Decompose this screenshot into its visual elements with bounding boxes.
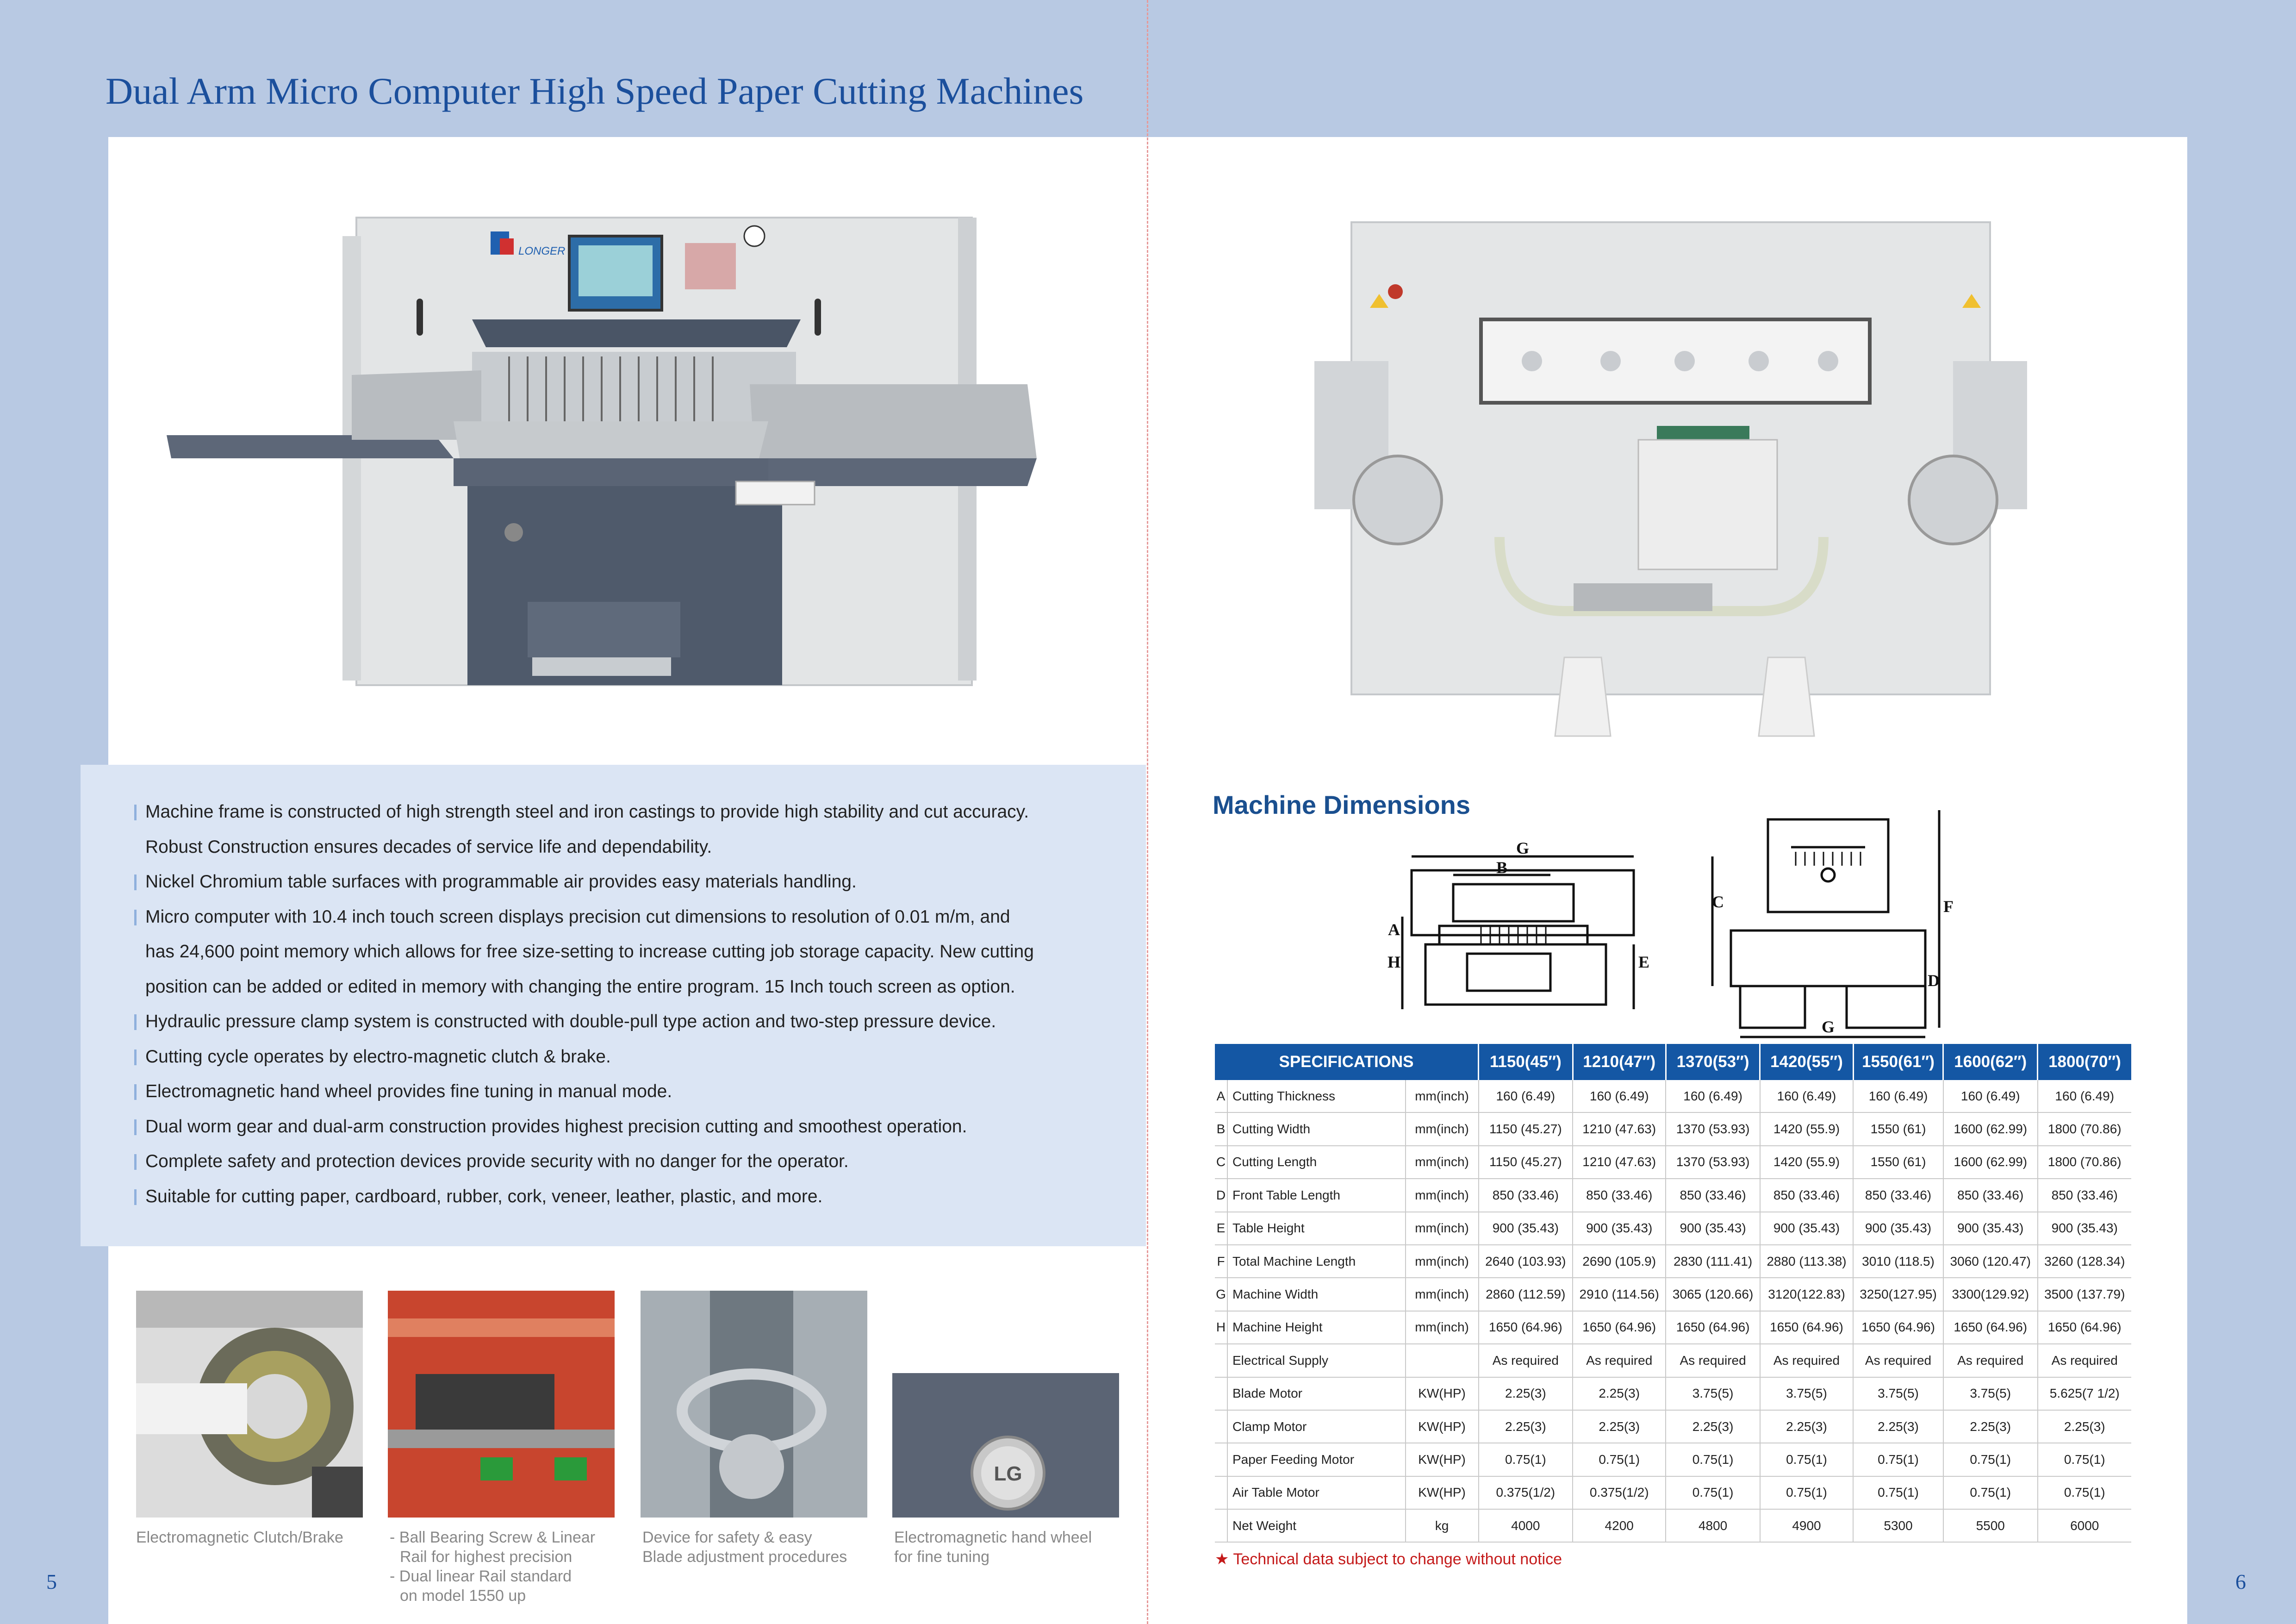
list-item: Complete safety and protection devices provide security with no danger for the operator. — [134, 1144, 1129, 1179]
row-parameter-name: Machine Height — [1227, 1311, 1406, 1344]
table-cell: 3120(122.83) — [1760, 1278, 1853, 1311]
table-row — [1215, 1245, 2131, 1278]
table-cell: 4200 — [1573, 1509, 1666, 1542]
table-cell: 0.375(1/2) — [1573, 1476, 1666, 1509]
row-unit: KW(HP) — [1406, 1443, 1479, 1476]
table-cell: 3500 (137.79) — [2038, 1278, 2132, 1311]
list-item: has 24,600 point memory which allows for free size-setting to increase cutting job storage capacity. New cutting — [145, 942, 1034, 962]
table-cell: 6000 — [2038, 1509, 2132, 1542]
table-cell: 900 (35.43) — [1943, 1212, 2038, 1245]
table-cell: As required — [1943, 1344, 2038, 1377]
row-letter: A — [1215, 1080, 1227, 1112]
table-cell: 850 (33.46) — [1943, 1179, 2038, 1212]
list-item: Micro computer with 10.4 inch touch screen displays precision cut dimensions to resolution of 0.01 m/m, and — [134, 899, 1129, 935]
row-unit: mm(inch) — [1406, 1245, 1479, 1278]
svg-text:G: G — [1516, 839, 1530, 857]
table-cell: As required — [1760, 1344, 1853, 1377]
table-cell: 1550 (61) — [1853, 1112, 1943, 1145]
hand-wheel-photo — [892, 1373, 1119, 1518]
row-unit: kg — [1406, 1509, 1479, 1542]
note-text: Technical data subject to change without notice — [1233, 1550, 1562, 1568]
row-unit: mm(inch) — [1406, 1311, 1479, 1344]
table-cell: 0.75(1) — [2038, 1476, 2132, 1509]
table-cell: 1800 (70.86) — [2038, 1112, 2132, 1145]
table-cell: 2860 (112.59) — [1479, 1278, 1573, 1311]
table-cell: 2910 (114.56) — [1573, 1278, 1666, 1311]
caption-safety: Device for safety & easy Blade adjustment procedures — [642, 1529, 847, 1566]
table-cell: 160 (6.49) — [1760, 1080, 1853, 1112]
table-cell: As required — [1853, 1344, 1943, 1377]
table-row — [1215, 1377, 2131, 1410]
safety-device-photo — [641, 1291, 867, 1518]
table-cell: 2830 (111.41) — [1666, 1245, 1760, 1278]
row-letter: E — [1215, 1212, 1227, 1245]
row-parameter-name: Cutting Width — [1227, 1112, 1406, 1145]
table-cell: 0.75(1) — [2038, 1443, 2132, 1476]
table-cell: 4800 — [1666, 1509, 1760, 1542]
table-cell: 1650 (64.96) — [1666, 1311, 1760, 1344]
table-cell: 3.75(5) — [1943, 1377, 2038, 1410]
caption-ball-screw: - Ball Bearing Screw & Linear Rail for highest precision - Dual linear Rail standard on model 1550 up — [390, 1529, 596, 1605]
technical-note — [1215, 1550, 1562, 1568]
table-cell: 900 (35.43) — [1666, 1212, 1760, 1245]
row-parameter-name: Net Weight — [1227, 1509, 1406, 1542]
table-cell: 1150 (45.27) — [1479, 1112, 1573, 1145]
list-item: Cutting cycle operates by electro-magnetic clutch & brake. — [134, 1039, 1129, 1074]
clutch-brake-photo — [136, 1291, 363, 1518]
row-letter — [1215, 1509, 1227, 1542]
dimension-diagram-top-view — [1384, 839, 1650, 1018]
page-number-right: 6 — [2235, 1570, 2246, 1593]
list-item: position can be added or edited in memory with changing the entire program. 15 Inch touch screen as option. — [145, 976, 1015, 997]
table-cell: 4900 — [1760, 1509, 1853, 1542]
row-letter — [1215, 1443, 1227, 1476]
table-cell: 850 (33.46) — [1853, 1179, 1943, 1212]
row-unit: KW(HP) — [1406, 1476, 1479, 1509]
table-cell: 900 (35.43) — [1573, 1212, 1666, 1245]
table-cell: 1550 (61) — [1853, 1146, 1943, 1179]
table-row — [1215, 1080, 2131, 1112]
row-letter: B — [1215, 1112, 1227, 1145]
table-cell: 160 (6.49) — [1853, 1080, 1943, 1112]
table-cell: 2.25(3) — [1943, 1410, 2038, 1443]
list-item: Dual worm gear and dual-arm construction provides highest precision cutting and smoothest operation. — [134, 1109, 1129, 1144]
svg-text:LONGER: LONGER — [518, 245, 566, 257]
row-unit: mm(inch) — [1406, 1080, 1479, 1112]
row-unit: mm(inch) — [1406, 1112, 1479, 1145]
row-letter — [1215, 1410, 1227, 1443]
table-cell: 0.75(1) — [1479, 1443, 1573, 1476]
row-letter: C — [1215, 1146, 1227, 1179]
table-row — [1215, 1179, 2131, 1212]
row-unit: KW(HP) — [1406, 1410, 1479, 1443]
table-row — [1215, 1509, 2131, 1542]
table-cell: 3.75(5) — [1853, 1377, 1943, 1410]
table-cell: 160 (6.49) — [2038, 1080, 2132, 1112]
list-item: Robust Construction ensures decades of service life and dependability. — [145, 837, 712, 857]
table-cell: 2.25(3) — [1573, 1377, 1666, 1410]
table-row — [1215, 1146, 2131, 1179]
model-header: 1150(45″) — [1479, 1044, 1573, 1080]
table-cell: 3.75(5) — [1666, 1377, 1760, 1410]
machine-front-photo — [157, 199, 1064, 713]
table-cell: 0.375(1/2) — [1479, 1476, 1573, 1509]
table-cell: 0.75(1) — [1573, 1443, 1666, 1476]
table-cell: 0.75(1) — [1760, 1443, 1853, 1476]
svg-text:C: C — [1712, 893, 1724, 911]
table-row — [1215, 1344, 2131, 1377]
table-cell: As required — [2038, 1344, 2132, 1377]
row-parameter-name: Machine Width — [1227, 1278, 1406, 1311]
svg-text:E: E — [1638, 953, 1650, 971]
table-cell: 1150 (45.27) — [1479, 1146, 1573, 1179]
table-cell: 1650 (64.96) — [2038, 1311, 2132, 1344]
table-cell: 4000 — [1479, 1509, 1573, 1542]
table-cell: 850 (33.46) — [2038, 1179, 2132, 1212]
table-cell: 900 (35.43) — [2038, 1212, 2132, 1245]
table-cell: 5.625(7 1/2) — [2038, 1377, 2132, 1410]
table-cell: 3250(127.95) — [1853, 1278, 1943, 1311]
row-parameter-name: Table Height — [1227, 1212, 1406, 1245]
table-cell: 0.75(1) — [1853, 1476, 1943, 1509]
svg-text:LG: LG — [994, 1462, 1022, 1485]
caption-clutch: Electromagnetic Clutch/Brake — [136, 1529, 343, 1546]
list-item: Nickel Chromium table surfaces with programmable air provides easy materials handling. — [134, 864, 1129, 899]
row-parameter-name: Air Table Motor — [1227, 1476, 1406, 1509]
machine-dimensions-heading: Machine Dimensions — [1213, 790, 1471, 819]
dimension-diagram-side-view — [1703, 801, 1962, 1069]
row-letter — [1215, 1476, 1227, 1509]
model-header: 1420(55″) — [1760, 1044, 1853, 1080]
table-cell: 2.25(3) — [1760, 1410, 1853, 1443]
table-cell: 1210 (47.63) — [1573, 1146, 1666, 1179]
table-cell: As required — [1479, 1344, 1573, 1377]
row-parameter-name: Total Machine Length — [1227, 1245, 1406, 1278]
table-cell: 0.75(1) — [1853, 1443, 1943, 1476]
table-cell: 160 (6.49) — [1479, 1080, 1573, 1112]
table-row — [1215, 1212, 2131, 1245]
page-title: Dual Arm Micro Computer High Speed Paper Cutting Machines — [106, 70, 1084, 112]
table-cell: 1650 (64.96) — [1760, 1311, 1853, 1344]
specifications-table — [1215, 1044, 2131, 1543]
table-row — [1215, 1476, 2131, 1509]
row-parameter-name: Paper Feeding Motor — [1227, 1443, 1406, 1476]
table-cell: 160 (6.49) — [1573, 1080, 1666, 1112]
row-unit: mm(inch) — [1406, 1278, 1479, 1311]
table-cell: 1210 (47.63) — [1573, 1112, 1666, 1145]
list-item: Hydraulic pressure clamp system is constructed with double-pull type action and two-step pressure device. — [134, 1004, 1129, 1039]
list-item: Suitable for cutting paper, cardboard, rubber, cork, veneer, leather, plastic, and more. — [134, 1179, 1129, 1214]
table-cell: 3010 (118.5) — [1853, 1245, 1943, 1278]
table-cell: 3065 (120.66) — [1666, 1278, 1760, 1311]
table-cell: 0.75(1) — [1943, 1443, 2038, 1476]
table-cell: 850 (33.46) — [1760, 1179, 1853, 1212]
table-row — [1215, 1112, 2131, 1145]
table-cell: 1800 (70.86) — [2038, 1146, 2132, 1179]
row-letter: D — [1215, 1179, 1227, 1212]
model-header: 1800(70″) — [2038, 1044, 2132, 1080]
table-cell: 850 (33.46) — [1479, 1179, 1573, 1212]
table-cell: 3060 (120.47) — [1943, 1245, 2038, 1278]
table-cell: 3300(129.92) — [1943, 1278, 2038, 1311]
table-cell: 1650 (64.96) — [1943, 1311, 2038, 1344]
row-unit: mm(inch) — [1406, 1179, 1479, 1212]
row-unit — [1406, 1344, 1479, 1377]
specifications-header: SPECIFICATIONS — [1215, 1044, 1479, 1080]
table-cell: 1420 (55.9) — [1760, 1112, 1853, 1145]
table-cell: 1650 (64.96) — [1573, 1311, 1666, 1344]
row-parameter-name: Front Table Length — [1227, 1179, 1406, 1212]
svg-text:B: B — [1496, 858, 1508, 877]
page-number-left: 5 — [46, 1570, 57, 1593]
svg-text:F: F — [1943, 897, 1954, 916]
row-letter — [1215, 1344, 1227, 1377]
table-cell: 1370 (53.93) — [1666, 1112, 1760, 1145]
row-parameter-name: Electrical Supply — [1227, 1344, 1406, 1377]
table-cell: 5300 — [1853, 1509, 1943, 1542]
row-unit: KW(HP) — [1406, 1377, 1479, 1410]
row-unit: mm(inch) — [1406, 1212, 1479, 1245]
svg-text:G: G — [1821, 1018, 1835, 1036]
table-cell: 160 (6.49) — [1666, 1080, 1760, 1112]
table-row — [1215, 1443, 2131, 1476]
row-parameter-name: Cutting Thickness — [1227, 1080, 1406, 1112]
table-cell: 1420 (55.9) — [1760, 1146, 1853, 1179]
table-cell: 2690 (105.9) — [1573, 1245, 1666, 1278]
svg-text:D: D — [1928, 971, 1940, 990]
row-letter: F — [1215, 1245, 1227, 1278]
table-cell: As required — [1666, 1344, 1760, 1377]
table-cell: 2.25(3) — [1479, 1377, 1573, 1410]
table-row — [1215, 1311, 2131, 1344]
caption-hand-wheel: Electromagnetic hand wheel for fine tuning — [894, 1529, 1092, 1566]
row-parameter-name: Cutting Length — [1227, 1146, 1406, 1179]
model-header: 1210(47″) — [1573, 1044, 1666, 1080]
table-cell: 1650 (64.96) — [1853, 1311, 1943, 1344]
row-unit: mm(inch) — [1406, 1146, 1479, 1179]
ball-screw-photo — [388, 1291, 615, 1518]
row-letter: H — [1215, 1311, 1227, 1344]
table-cell: 0.75(1) — [1666, 1476, 1760, 1509]
star-icon: ★ — [1215, 1550, 1229, 1568]
table-cell: 2.25(3) — [1666, 1410, 1760, 1443]
table-cell: 3260 (128.34) — [2038, 1245, 2132, 1278]
model-header: 1600(62″) — [1943, 1044, 2038, 1080]
table-cell: 900 (35.43) — [1760, 1212, 1853, 1245]
page-fold-line — [1147, 0, 1148, 1624]
model-header: 1370(53″) — [1666, 1044, 1760, 1080]
row-parameter-name: Clamp Motor — [1227, 1410, 1406, 1443]
row-letter: G — [1215, 1278, 1227, 1311]
svg-text:H: H — [1387, 953, 1401, 971]
table-row — [1215, 1278, 2131, 1311]
specifications-body — [1215, 1080, 2131, 1542]
table-cell: 2.25(3) — [1573, 1410, 1666, 1443]
table-cell: 2.25(3) — [1853, 1410, 1943, 1443]
table-cell: 3.75(5) — [1760, 1377, 1853, 1410]
table-cell: 1600 (62.99) — [1943, 1146, 2038, 1179]
table-cell: 1370 (53.93) — [1666, 1146, 1760, 1179]
table-cell: 2880 (113.38) — [1760, 1245, 1853, 1278]
table-cell: 2640 (103.93) — [1479, 1245, 1573, 1278]
table-cell: 850 (33.46) — [1573, 1179, 1666, 1212]
table-cell: 1650 (64.96) — [1479, 1311, 1573, 1344]
row-letter — [1215, 1377, 1227, 1410]
machine-rear-photo — [1305, 213, 2036, 745]
table-cell: 0.75(1) — [1760, 1476, 1853, 1509]
list-item: Electromagnetic hand wheel provides fine tuning in manual mode. — [134, 1074, 1129, 1109]
table-cell: 900 (35.43) — [1479, 1212, 1573, 1245]
list-item: Machine frame is constructed of high strength steel and iron castings to provide high stability and cut accuracy. — [134, 794, 1129, 830]
table-cell: 0.75(1) — [1943, 1476, 2038, 1509]
table-cell: 0.75(1) — [1666, 1443, 1760, 1476]
table-cell: 160 (6.49) — [1943, 1080, 2038, 1112]
table-header-row — [1215, 1044, 2131, 1080]
table-cell: As required — [1573, 1344, 1666, 1377]
table-cell: 850 (33.46) — [1666, 1179, 1760, 1212]
table-cell: 2.25(3) — [2038, 1410, 2132, 1443]
model-header: 1550(61″) — [1853, 1044, 1943, 1080]
table-cell: 2.25(3) — [1479, 1410, 1573, 1443]
row-parameter-name: Blade Motor — [1227, 1377, 1406, 1410]
table-row — [1215, 1410, 2131, 1443]
table-cell: 1600 (62.99) — [1943, 1112, 2038, 1145]
svg-text:A: A — [1388, 920, 1400, 939]
table-cell: 5500 — [1943, 1509, 2038, 1542]
table-cell: 900 (35.43) — [1853, 1212, 1943, 1245]
feature-list — [134, 794, 1129, 1214]
